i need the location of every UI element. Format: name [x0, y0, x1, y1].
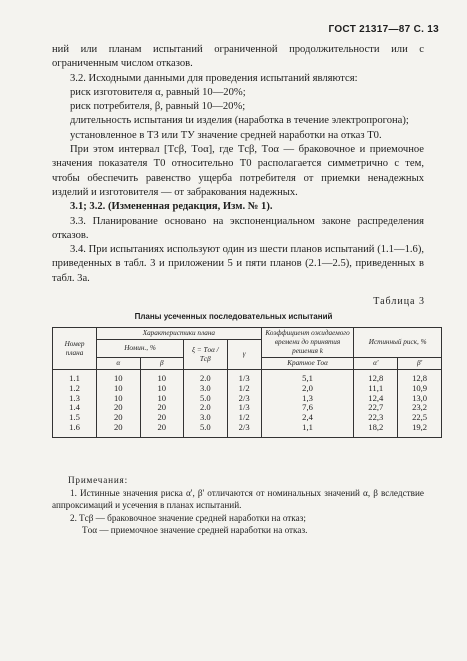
cell: 1/2: [238, 412, 250, 423]
col-beta-true: [398, 370, 442, 438]
paragraph: риск потребителя, β, равный 10—20%;: [70, 101, 246, 113]
paragraph: 3.2. Исходными данными для проведения испытаний являются:: [70, 72, 358, 84]
cell: 2/3: [238, 392, 250, 403]
paragraph: установленное в ТЗ или ТУ значение средней наработки на отказ T0.: [70, 129, 382, 141]
col-ratio: [184, 370, 228, 438]
cell: 12,8: [412, 373, 428, 383]
cell: 20: [113, 421, 123, 432]
paragraph: 3.4. При испытаниях используют один из шести планов испытаний (1.1—1.6), приведенных в табл. 3 и приложении 5 и пяти планов (2.1—2.5), приведенных в табл. 3а.: [52, 244, 424, 284]
cell: 1.1: [69, 373, 80, 383]
col-beta-header: β: [140, 358, 184, 370]
cell: 1,3: [302, 392, 313, 403]
body-text: [52, 43, 424, 286]
cell: 1,1: [302, 421, 313, 432]
cell: 10: [113, 373, 123, 383]
col-gamma-header: γ: [227, 340, 261, 370]
paragraph: риск изготовителя α, равный 10—20%;: [70, 86, 246, 98]
col-ratio-header: ξ = Tоα / Tсβ: [184, 340, 228, 370]
cell: 20: [157, 421, 167, 432]
paragraph: При этом интервал [Tсβ, Tоα], где Tсβ, Tоα — браковочное и приемочное значения показателя T0 относительно T0 располагается симметрично с тем, чтобы обеспечить равенство ущерба потребителя от приемки ненадежных изделий и изготовителя — от забракования надежных.: [52, 144, 424, 198]
cell: 2,0: [302, 382, 313, 393]
cell: 22,3: [368, 412, 384, 423]
cell: 1/3: [238, 402, 250, 413]
cell: 2.0: [199, 373, 211, 383]
table-notes: [52, 474, 424, 537]
col-alpha: [97, 370, 141, 438]
plans-table: [52, 327, 442, 438]
col-alpha-true: [354, 370, 398, 438]
note-3: Tоα — приемочное значение средней наработки на отказ.: [82, 525, 308, 535]
col-gamma: [227, 370, 261, 438]
cell: 1/3: [238, 373, 250, 383]
paragraph: 3.1; 3.2. (Измененная редакция, Изм. № 1).: [70, 201, 273, 213]
cell: 10: [157, 392, 167, 403]
note-1: 1. Истинные значения риска α', β' отличаются от номинальных значений α, β вследствие аппроксимаций и усечения в планах испытаний.: [52, 487, 424, 510]
cell: 20: [157, 412, 167, 423]
table-caption: Таблица 3: [373, 296, 425, 307]
cell: 10: [113, 382, 123, 393]
cell: 2.0: [199, 402, 211, 413]
paragraph: длительность испытания tи изделия (наработка в течение электропрогона);: [70, 115, 409, 127]
col-alpha-header: α: [97, 358, 141, 370]
cell: 20: [157, 402, 167, 413]
cell: 3.0: [199, 412, 211, 423]
table-title: Планы усеченных последовательных испытаний: [134, 312, 333, 321]
cell: 11,1: [368, 382, 384, 393]
cell: 10: [157, 382, 167, 393]
cell: 2,4: [302, 412, 313, 423]
cell: 3.0: [199, 382, 211, 393]
col-coef-header: Коэффициент ожидаемого времени до принятия решения k: [261, 328, 354, 358]
paragraph: ний или планам испытаний ограниченной продолжительности или с ограниченным числом отказов.: [52, 44, 424, 70]
cell: 1/2: [238, 382, 250, 393]
cell: 20: [113, 402, 123, 413]
cell: 5.0: [199, 392, 211, 403]
cell: 13,0: [412, 392, 428, 403]
cell: 1.6: [69, 421, 80, 432]
cell: 1.3: [69, 392, 80, 403]
cell: 23,2: [412, 402, 428, 413]
paragraph: 3.3. Планирование основано на экспоненциальном законе распределения отказов.: [52, 215, 424, 241]
col-nominal-header: Номин., %: [97, 340, 184, 358]
col-multiple-header: Кратное Tоα: [261, 358, 354, 370]
cell: 18,2: [368, 421, 384, 432]
cell: 2/3: [238, 421, 250, 432]
cell: 12,8: [368, 373, 384, 383]
cell: 1.5: [69, 412, 80, 423]
cell: 22,5: [412, 412, 428, 423]
cell: 12,4: [368, 392, 384, 403]
col-beta-true-header: β': [398, 358, 442, 370]
notes-heading: Примечания:: [68, 475, 128, 485]
col-alpha-true-header: α': [354, 358, 398, 370]
col-plan-header: Номер плана: [53, 328, 97, 370]
cell: 10: [113, 392, 123, 403]
col-multiple: [261, 370, 354, 438]
cell: 1.2: [69, 382, 80, 393]
cell: 5.0: [199, 421, 211, 432]
col-true-risk-header: Истинный риск, %: [354, 328, 442, 358]
cell: 1.4: [69, 402, 80, 413]
cell: 7,6: [302, 402, 313, 413]
col-plan: [53, 370, 97, 438]
col-group-header: Характеристики плана: [97, 328, 262, 340]
cell: 20: [113, 412, 123, 423]
cell: 19,2: [412, 421, 428, 432]
col-beta: [140, 370, 184, 438]
note-2: 2. Tсβ — браковочное значение средней наработки на отказ;: [70, 512, 306, 523]
table-body-row: [53, 370, 442, 438]
cell: 10: [157, 373, 167, 383]
page-header: ГОСТ 21317—87 С. 13: [328, 24, 439, 35]
cell: 10,9: [412, 382, 428, 393]
cell: 5,1: [302, 373, 313, 383]
cell: 22,7: [368, 402, 384, 413]
